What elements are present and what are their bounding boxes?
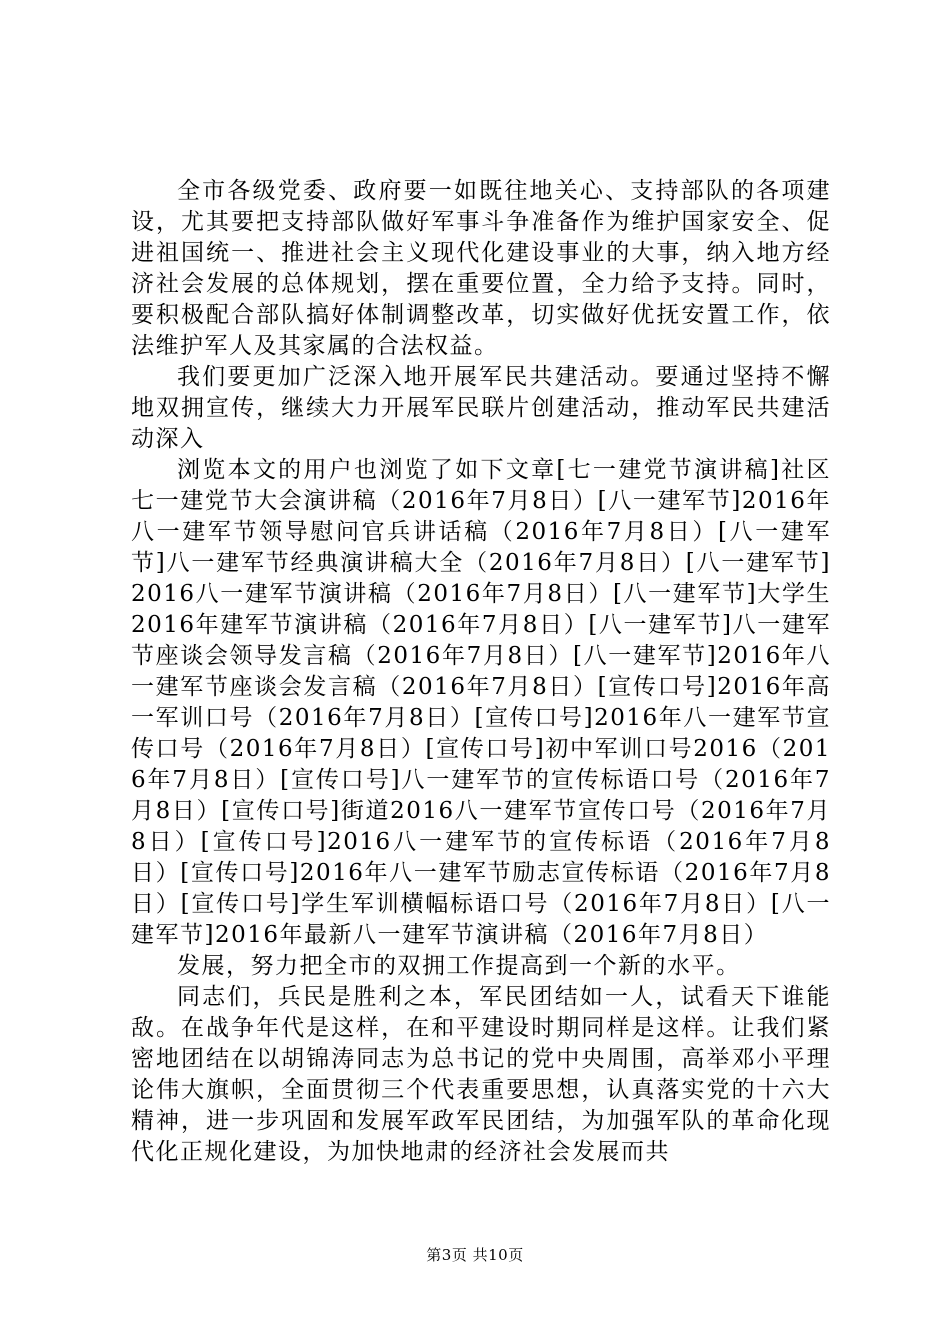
paragraph-support-troops: 全市各级党委、政府要一如既往地关心、支持部队的各项建设，尤其要把支持部队做好军事斗争准备作为维护国家安全、促进祖国统一、推进社会主义现代化建设事业的大事，纳入地方经济社会发展的总体规划，摆在重要位置，全力给予支持。同时，要积极配合部队搞好体制调整改革，切实做好优抚安置工作，依法维护军人及其家属的合法权益。 bbox=[131, 178, 831, 359]
paragraph-comrades: 同志们，兵民是胜利之本，军民团结如一人，试看天下谁能敌。在战争年代是这样，在和平建设时期同样是这样。让我们紧密地团结在以胡锦涛同志为总书记的党中央周围，高举邓小平理论伟大旗帜，全面贯彻三个代表重要思想，认真落实党的十六大精神，进一步巩固和发展军政军民团结，为加强军队的革命化现代化正规化建设，为加快地肃的经济社会发展而共 bbox=[131, 984, 831, 1165]
page-number-footer: 第3页 共10页 bbox=[426, 1246, 524, 1264]
document-body bbox=[131, 176, 831, 1168]
paragraph-joint-construction: 我们要更加广泛深入地开展军民共建活动。要通过坚持不懈地双拥宣传，继续大力开展军民联片创建活动，推动军民共建活动深入 bbox=[131, 364, 831, 452]
paragraph-development: 发展，努力把全市的双拥工作提高到一个新的水平。 bbox=[177, 953, 741, 979]
paragraph-related-articles: 浏览本文的用户也浏览了如下文章[七一建党节演讲稿]社区七一建党节大会演讲稿（2016年7月8日）[八一建军节]2016年八一建军节领导慰问官兵讲话稿（2016年7月8日）[八一建军节]八一建军节经典演讲稿大全（2016年7月8日）[八一建军节]2016八一建军节演讲稿（2016年7月8日）[八一建军节]大学生2016年建军节演讲稿（2016年7月8日）[八一建军节]八一建军节座谈会领导发言稿（2016年7月8日）[八一建军节]2016年八一建军节座谈会发言稿（2016年7月8日）[宣传口号]2016年高一军训口号（2016年7月8日）[宣传口号]2016年八一建军节宣传口号（2016年7月8日）[宣传口号]初中军训口号2016（2016年7月8日）[宣传口号]八一建军节的宣传标语口号（2016年7月8日）[宣传口号]街道2016八一建军节宣传口号（2016年7月8日）[宣传口号]2016八一建军节的宣传标语（2016年7月8日）[宣传口号]2016年八一建军节励志宣传标语（2016年7月8日）[宣传口号]学生军训横幅标语口号（2016年7月8日）[八一建军节]2016年最新八一建军节演讲稿（2016年7月8日） bbox=[131, 457, 831, 948]
